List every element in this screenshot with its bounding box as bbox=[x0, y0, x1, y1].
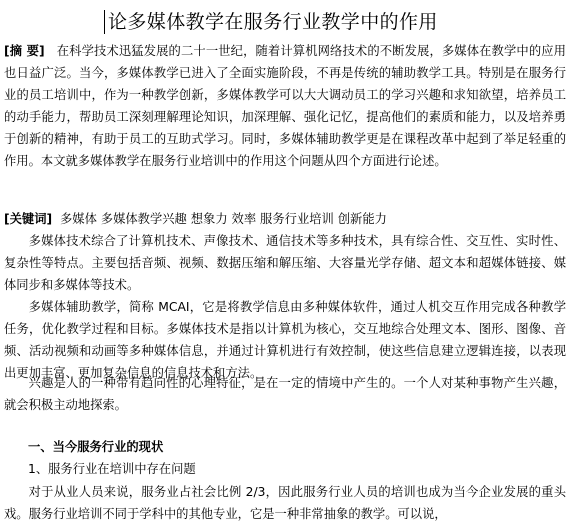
subsection-heading-1: 1、服务行业在培训中存在问题 bbox=[28, 462, 196, 476]
keywords-paragraph bbox=[4, 208, 566, 230]
body-paragraph-1: 多媒体技术综合了计算机技术、声像技术、通信技术等多种技术，具有综合性、交互性、实时性、复杂性等特点。主要包括音频、视频、数据压缩和解压缩、大容量光学存储、超文本和超媒体链接、媒体同步和多媒体等技术。 bbox=[4, 234, 566, 292]
keywords-text: 多媒体 多媒体教学兴趣 想象力 效率 服务行业培训 创新能力 bbox=[59, 212, 387, 226]
section-heading-1: 一、当今服务行业的现状 bbox=[28, 440, 164, 454]
abstract-paragraph bbox=[4, 40, 566, 172]
body-paragraph-4: 对于从业人员来说，服务业占社会比例 2/3，因此服务行业人员的培训也成为当今企业发展的重头戏。服务行业培训不同于学科中的其他专业，它是一种非常抽象的教学。可以说， bbox=[4, 485, 566, 521]
abstract-text: 在科学技术迅猛发展的二十一世纪，随着计算机网络技术的不断发展，多媒体在教学中的应用也日益广泛。当今，多媒体教学已进入了全面实施阶段，不再是传统的辅助教学工具。特别是在服务行业的员工培训中，作为一种教学创新，多媒体教学可以大大调动员工的学习兴趣和求知欲望，培养员工的动手能力，帮助员工深刻理解理论知识，加深理解、强化记忆，提高他们的素质和能力，以及培养勇于创新的精神，有助于员工的互助式学习。同时，多媒体辅助教学更是在课程改革中起到了举足轻重的作用。本文就多媒体教学在服务行业培训中的作用这个问题从四个方面进行论述。 bbox=[4, 44, 566, 168]
document-title: 论多媒体教学在服务行业教学中的作用 bbox=[108, 11, 438, 33]
body-paragraph-2: 多媒体辅助教学，简称 MCAI，它是将教学信息由多种媒体软件，通过人机交互作用完成各种教学任务，优化教学过程和目标。多媒体技术是指以计算机为核心，交互地综合处理文本、图形、图像、音频、活动视频和动画等多种媒体信息，并通过计算机进行有效控制，使这些信息建立逻辑连接，以表现出更加丰富、更加复杂信息的信息技术和方法。 bbox=[4, 300, 566, 380]
body-paragraph-3: 兴趣是人的一种带有趋向性的心理特征，是在一定的情境中产生的。一个人对某种事物产生兴趣，就会积极主动地探索。 bbox=[4, 376, 566, 412]
keywords-label: [关键词] bbox=[4, 212, 53, 226]
text-cursor bbox=[104, 10, 105, 34]
abstract-label: [摘 要] bbox=[4, 44, 45, 58]
